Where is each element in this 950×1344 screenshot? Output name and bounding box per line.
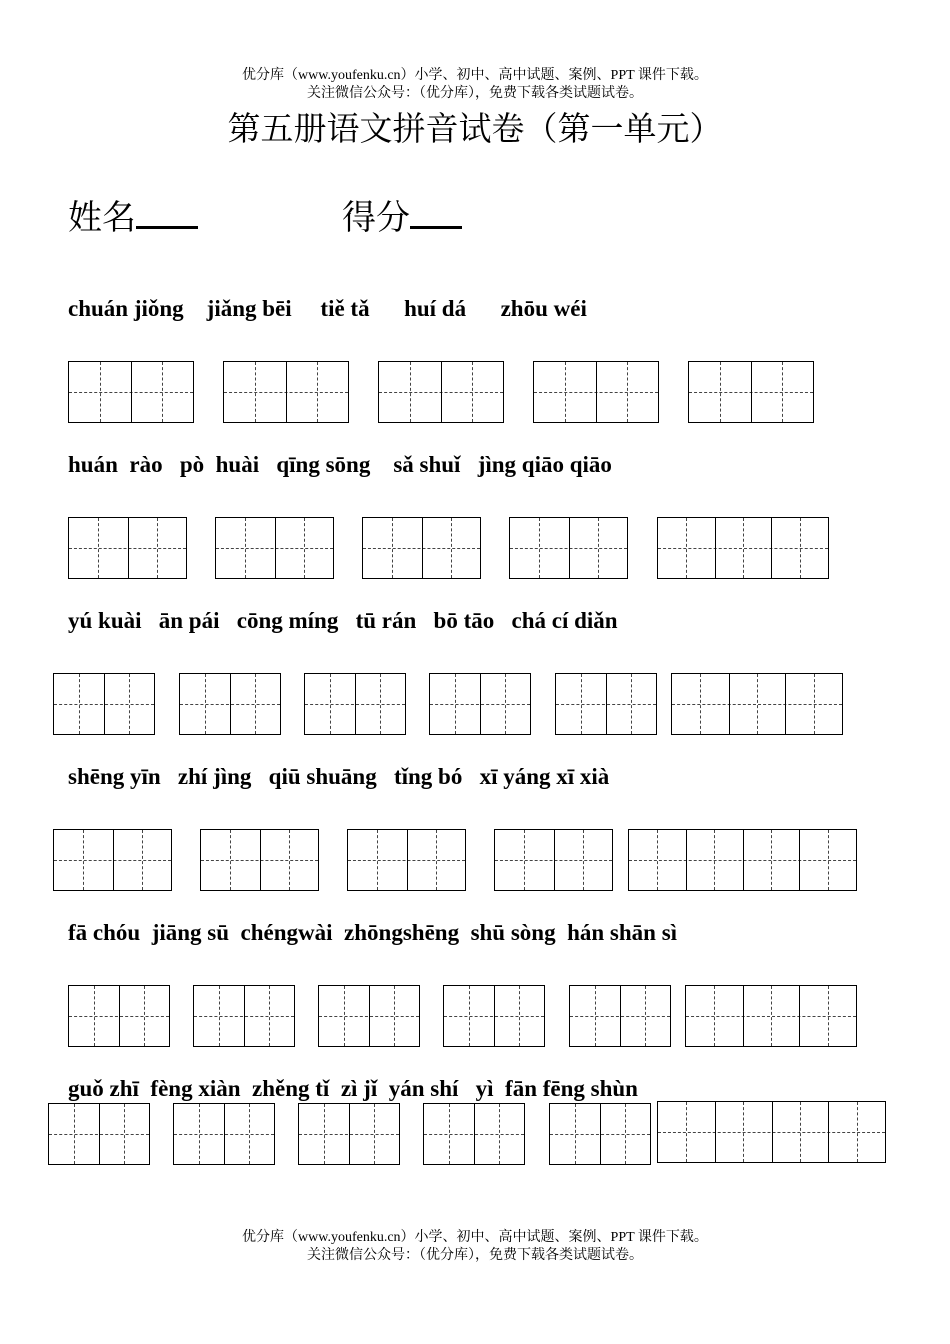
- score-blank[interactable]: [410, 196, 462, 229]
- grid-char-divider: [494, 986, 495, 1046]
- grid-char-divider: [569, 518, 570, 578]
- header-line-1: 优分库（www.youfenku.cn）小学、初中、高中试题、案例、PPT 课件下载。: [242, 68, 708, 83]
- grid-guide-vertical: [814, 674, 815, 734]
- grid-guide-vertical: [289, 830, 290, 890]
- grid-guide-vertical: [631, 674, 632, 734]
- score-label: 得分: [342, 200, 410, 237]
- grid-char-divider: [286, 362, 287, 422]
- grid-guide-vertical: [144, 986, 145, 1046]
- writing-box-row-5-word-5[interactable]: [569, 985, 671, 1047]
- writing-box-row-4-word-2[interactable]: [200, 829, 319, 891]
- grid-guide-vertical: [94, 986, 95, 1046]
- writing-box-row-6-word-1[interactable]: [48, 1103, 150, 1165]
- writing-box-row-3-word-5[interactable]: [555, 673, 657, 735]
- grid-guide-vertical: [304, 518, 305, 578]
- grid-char-divider: [771, 518, 772, 578]
- header-line-2: 关注微信公众号：（优分库），免费下载各类试题试卷。: [307, 86, 643, 101]
- writing-box-row-6-word-5[interactable]: [549, 1103, 651, 1165]
- grid-guide-vertical: [377, 830, 378, 890]
- name-field[interactable]: [68, 196, 198, 241]
- grid-guide-vertical: [757, 674, 758, 734]
- writing-box-row-5-word-1[interactable]: [68, 985, 170, 1047]
- grid-char-divider: [729, 674, 730, 734]
- grid-guide-vertical: [436, 830, 437, 890]
- pinyin-row-3: yú kuài ān pái cōng míng tū rán bō tāo chá cí diǎn: [68, 608, 618, 633]
- writing-box-row-5-word-6[interactable]: [685, 985, 857, 1047]
- writing-box-row-2-word-4[interactable]: [509, 517, 628, 579]
- grid-guide-vertical: [565, 362, 566, 422]
- grid-guide-vertical: [700, 674, 701, 734]
- grid-guide-vertical: [455, 674, 456, 734]
- grid-guide-vertical: [162, 362, 163, 422]
- grid-guide-vertical: [374, 1104, 375, 1164]
- grid-guide-vertical: [219, 986, 220, 1046]
- writing-box-row-4-word-3[interactable]: [347, 829, 466, 891]
- grid-char-divider: [119, 986, 120, 1046]
- grid-guide-vertical: [344, 986, 345, 1046]
- grid-guide-vertical: [100, 362, 101, 422]
- grid-char-divider: [799, 830, 800, 890]
- writing-box-row-6-word-4[interactable]: [423, 1103, 525, 1165]
- grid-guide-vertical: [686, 1102, 687, 1162]
- grid-char-divider: [244, 986, 245, 1046]
- grid-char-divider: [224, 1104, 225, 1164]
- writing-box-row-3-word-2[interactable]: [179, 673, 281, 735]
- grid-guide-vertical: [205, 674, 206, 734]
- grid-guide-vertical: [230, 830, 231, 890]
- grid-guide-vertical: [743, 518, 744, 578]
- grid-guide-vertical: [782, 362, 783, 422]
- grid-guide-vertical: [828, 830, 829, 890]
- grid-char-divider: [349, 1104, 350, 1164]
- pinyin-row-5: fā chóu jiāng sū chéngwài zhōngshēng shū sòng hán shān sì: [68, 920, 678, 945]
- grid-guide-vertical: [392, 518, 393, 578]
- writing-box-row-4-word-1[interactable]: [53, 829, 172, 891]
- grid-char-divider: [554, 830, 555, 890]
- grid-guide-vertical: [499, 1104, 500, 1164]
- grid-char-divider: [828, 1102, 829, 1162]
- grid-guide-vertical: [79, 674, 80, 734]
- grid-char-divider: [275, 518, 276, 578]
- grid-guide-vertical: [255, 362, 256, 422]
- grid-guide-vertical: [524, 830, 525, 890]
- grid-guide-vertical: [255, 674, 256, 734]
- writing-box-row-3-word-3[interactable]: [304, 673, 406, 735]
- pinyin-row-6: guǒ zhī fèng xiàn zhěng tǐ zì jǐ yán shí yì fān fēng shùn: [68, 1076, 638, 1101]
- grid-guide-vertical: [771, 830, 772, 890]
- grid-char-divider: [99, 1104, 100, 1164]
- grid-guide-vertical: [595, 986, 596, 1046]
- grid-char-divider: [785, 674, 786, 734]
- grid-char-divider: [422, 518, 423, 578]
- grid-guide-vertical: [142, 830, 143, 890]
- grid-char-divider: [606, 674, 607, 734]
- name-label: 姓名: [68, 200, 136, 237]
- footer-line-2: 关注微信公众号：（优分库），免费下载各类试题试卷。: [307, 1248, 643, 1263]
- grid-guide-vertical: [686, 518, 687, 578]
- grid-guide-vertical: [199, 1104, 200, 1164]
- grid-char-divider: [104, 674, 105, 734]
- grid-char-divider: [743, 986, 744, 1046]
- grid-guide-vertical: [800, 1102, 801, 1162]
- grid-guide-vertical: [657, 830, 658, 890]
- grid-guide-vertical: [539, 518, 540, 578]
- grid-guide-vertical: [449, 1104, 450, 1164]
- writing-box-row-2-word-3[interactable]: [362, 517, 481, 579]
- grid-char-divider: [596, 362, 597, 422]
- writing-box-row-5-word-2[interactable]: [193, 985, 295, 1047]
- grid-guide-vertical: [627, 362, 628, 422]
- writing-box-row-1-word-1[interactable]: [68, 361, 194, 423]
- grid-guide-vertical: [317, 362, 318, 422]
- grid-guide-vertical: [625, 1104, 626, 1164]
- grid-guide-vertical: [124, 1104, 125, 1164]
- grid-guide-vertical: [98, 518, 99, 578]
- grid-guide-vertical: [157, 518, 158, 578]
- writing-box-row-6-word-2[interactable]: [173, 1103, 275, 1165]
- writing-box-row-6-word-3[interactable]: [298, 1103, 400, 1165]
- grid-char-divider: [128, 518, 129, 578]
- grid-guide-vertical: [472, 362, 473, 422]
- grid-guide-vertical: [410, 362, 411, 422]
- grid-guide-vertical: [269, 986, 270, 1046]
- writing-box-row-2-word-1[interactable]: [68, 517, 187, 579]
- pinyin-row-4: shēng yīn zhí jìng qiū shuāng tǐng bó xī yáng xī xià: [68, 764, 610, 789]
- writing-box-row-3-word-1[interactable]: [53, 673, 155, 735]
- grid-char-divider: [600, 1104, 601, 1164]
- grid-char-divider: [441, 362, 442, 422]
- grid-guide-vertical: [800, 518, 801, 578]
- grid-char-divider: [480, 674, 481, 734]
- grid-guide-vertical: [451, 518, 452, 578]
- grid-guide-vertical: [83, 830, 84, 890]
- grid-char-divider: [686, 830, 687, 890]
- grid-char-divider: [131, 362, 132, 422]
- grid-char-divider: [474, 1104, 475, 1164]
- name-blank[interactable]: [136, 196, 198, 229]
- grid-char-divider: [799, 986, 800, 1046]
- grid-guide-vertical: [714, 830, 715, 890]
- grid-guide-vertical: [469, 986, 470, 1046]
- writing-box-row-3-word-4[interactable]: [429, 673, 531, 735]
- grid-guide-vertical: [720, 362, 721, 422]
- writing-box-row-1-word-2[interactable]: [223, 361, 349, 423]
- grid-char-divider: [260, 830, 261, 890]
- grid-guide-vertical: [505, 674, 506, 734]
- grid-guide-vertical: [330, 674, 331, 734]
- grid-guide-vertical: [575, 1104, 576, 1164]
- grid-char-divider: [620, 986, 621, 1046]
- grid-guide-vertical: [245, 518, 246, 578]
- writing-box-row-5-word-3[interactable]: [318, 985, 420, 1047]
- writing-box-row-6-word-6[interactable]: [657, 1101, 886, 1163]
- grid-char-divider: [743, 830, 744, 890]
- grid-char-divider: [715, 1102, 716, 1162]
- grid-guide-vertical: [828, 986, 829, 1046]
- writing-box-row-1-word-5[interactable]: [688, 361, 814, 423]
- grid-guide-vertical: [583, 830, 584, 890]
- score-field[interactable]: [342, 196, 462, 241]
- grid-guide-vertical: [380, 674, 381, 734]
- pinyin-row-1: chuán jiǒng jiǎng bēi tiě tǎ huí dá zhōu wéi: [68, 296, 587, 321]
- writing-box-row-4-word-5[interactable]: [628, 829, 857, 891]
- grid-guide-vertical: [324, 1104, 325, 1164]
- grid-guide-vertical: [771, 986, 772, 1046]
- writing-box-row-2-word-5[interactable]: [657, 517, 829, 579]
- grid-char-divider: [230, 674, 231, 734]
- grid-guide-vertical: [74, 1104, 75, 1164]
- grid-guide-vertical: [743, 1102, 744, 1162]
- grid-guide-vertical: [519, 986, 520, 1046]
- grid-char-divider: [355, 674, 356, 734]
- grid-char-divider: [715, 518, 716, 578]
- grid-char-divider: [369, 986, 370, 1046]
- grid-guide-vertical: [857, 1102, 858, 1162]
- pinyin-row-2: huán rào pò huài qīng sōng sǎ shuǐ jìng qiāo qiāo: [68, 452, 612, 477]
- writing-box-row-1-word-4[interactable]: [533, 361, 659, 423]
- grid-char-divider: [407, 830, 408, 890]
- grid-guide-vertical: [645, 986, 646, 1046]
- grid-guide-vertical: [598, 518, 599, 578]
- writing-box-row-5-word-4[interactable]: [443, 985, 545, 1047]
- grid-guide-vertical: [249, 1104, 250, 1164]
- grid-char-divider: [772, 1102, 773, 1162]
- grid-guide-vertical: [581, 674, 582, 734]
- writing-box-row-1-word-3[interactable]: [378, 361, 504, 423]
- page-title: 第五册语文拼音试卷（第一单元）: [227, 112, 723, 148]
- writing-box-row-4-word-4[interactable]: [494, 829, 613, 891]
- grid-guide-vertical: [129, 674, 130, 734]
- writing-box-row-2-word-2[interactable]: [215, 517, 334, 579]
- grid-char-divider: [113, 830, 114, 890]
- grid-guide-vertical: [714, 986, 715, 1046]
- grid-guide-vertical: [394, 986, 395, 1046]
- grid-char-divider: [751, 362, 752, 422]
- writing-box-row-3-word-6[interactable]: [671, 673, 843, 735]
- footer-line-1: 优分库（www.youfenku.cn）小学、初中、高中试题、案例、PPT 课件下载。: [242, 1230, 708, 1245]
